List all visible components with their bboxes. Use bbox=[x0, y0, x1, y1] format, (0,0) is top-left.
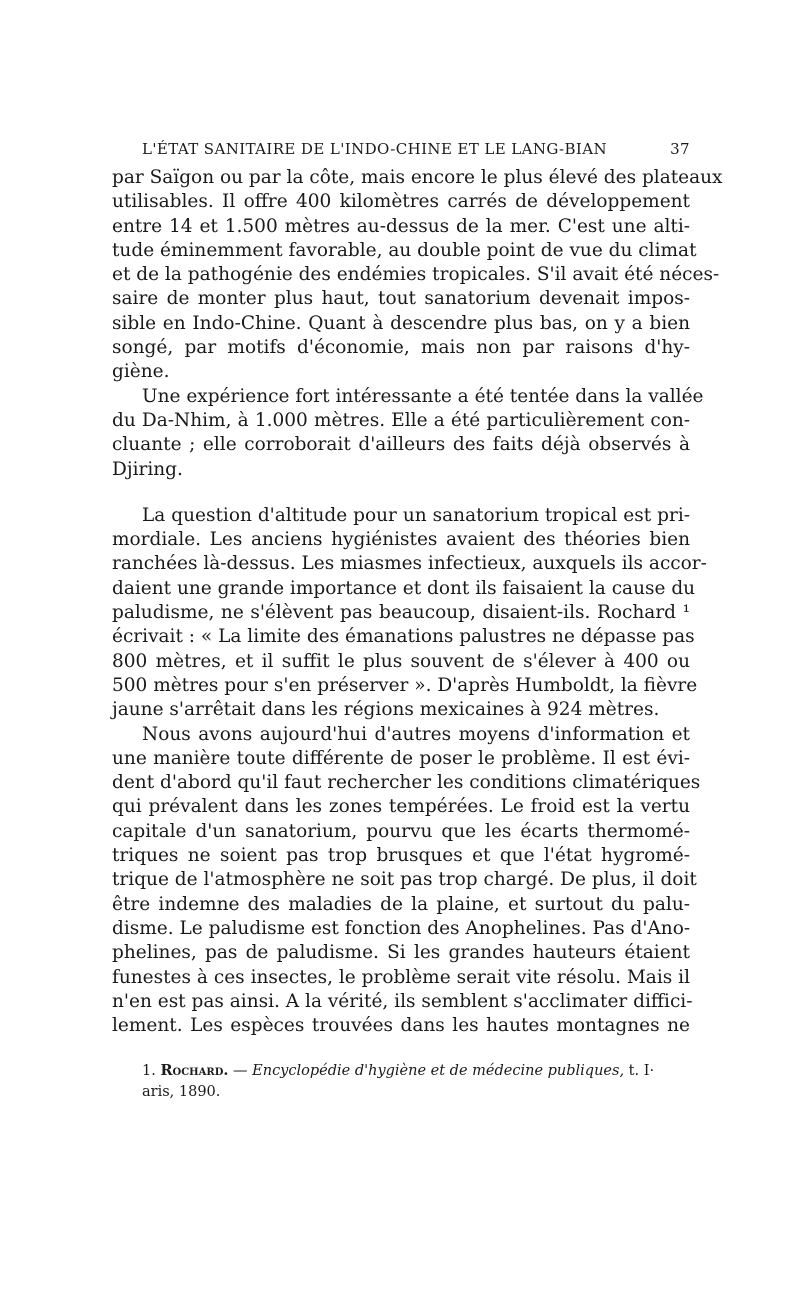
footnote-line bbox=[142, 1060, 690, 1082]
page-number: 37 bbox=[670, 140, 690, 158]
section-gap bbox=[112, 482, 690, 504]
footnote-dash: — bbox=[228, 1063, 253, 1080]
text-line: 800 mètres, et il suffit le plus souvent de s'élever à 400 ou bbox=[112, 650, 690, 672]
text-line: saire de monter plus haut, tout sanatorium devenait impos- bbox=[112, 288, 690, 310]
text-line: sible en Indo-Chine. Quant à descendre plus bas, on y a bien bbox=[112, 312, 690, 334]
text-line: dent d'abord qu'il faut rechercher les conditions climatériques bbox=[112, 772, 701, 794]
text-line: 500 mètres pour s'en préserver ». D'après Humboldt, la fièvre bbox=[112, 674, 698, 696]
text-line: disme. Le paludisme est fonction des Anophelines. Pas d'Ano- bbox=[112, 917, 691, 939]
text-line: songé, par motifs d'économie, mais non par raisons d'hy- bbox=[112, 337, 690, 359]
text-line: trique de l'atmosphère ne soit pas trop chargé. De plus, il doit bbox=[112, 869, 697, 891]
text-line: phelines, pas de paludisme. Si les grandes hauteurs étaient bbox=[112, 942, 690, 964]
text-line: Une expérience fort intéressante a été tentée dans la vallée bbox=[142, 385, 704, 407]
paragraph-1 bbox=[112, 166, 723, 385]
footnote-author: Rochard. bbox=[160, 1062, 229, 1080]
text-line: triques ne soient pas trop brusques et que l'état hygromé- bbox=[112, 845, 690, 867]
text-line: entre 14 et 1.500 mètres au-dessus de la mer. C'est une alti- bbox=[112, 215, 690, 237]
footnote-separator bbox=[112, 1038, 690, 1060]
text-line: paludisme, ne s'élèvent pas beaucoup, disaient-ils. Rochard ¹ bbox=[112, 602, 690, 624]
text-line: qui prévalent dans les zones tempérées. Le froid est la vertu bbox=[112, 796, 690, 818]
footnote-line: aris, 1890. bbox=[142, 1084, 221, 1101]
footnote bbox=[142, 1060, 690, 1103]
text-line: lement. Les espèces trouvées dans les hautes montagnes ne bbox=[112, 1015, 690, 1037]
paragraph-3 bbox=[112, 504, 707, 723]
book-page bbox=[112, 140, 723, 1103]
text-line: et de la pathogénie des endémies tropicales. S'il avait été néces- bbox=[112, 264, 720, 286]
text-line: giène. bbox=[112, 361, 170, 383]
text-line: par Saïgon ou par la côte, mais encore le plus élevé des plateaux bbox=[112, 167, 723, 188]
running-head bbox=[142, 140, 690, 158]
running-head-title: L'ÉTAT SANITAIRE DE L'INDO-CHINE ET LE LANG-BIAN bbox=[142, 140, 608, 158]
text-line: La question d'altitude pour un sanatorium tropical est pri- bbox=[142, 504, 690, 526]
paragraph-4 bbox=[112, 723, 701, 1039]
footnote-title: Encyclopédie d'hygiène et de médecine publiques, bbox=[252, 1063, 625, 1080]
text-line: une manière toute différente de poser le problème. Il est évi- bbox=[112, 747, 690, 769]
text-line: daient une grande importance et dont ils faisaient la cause du bbox=[112, 577, 696, 599]
text-line: être indemne des maladies de la plaine, et surtout du palu- bbox=[112, 893, 690, 915]
text-line: funestes à ces insectes, le problème serait vite résolu. Mais il bbox=[112, 966, 690, 988]
text-line: mordiale. Les anciens hygiénistes avaient des théories bien bbox=[112, 529, 690, 551]
text-line: utilisables. Il offre 400 kilomètres carrés de développement bbox=[112, 191, 690, 213]
paragraph-2 bbox=[112, 385, 704, 482]
text-line: écrivait : « La limite des émanations palustres ne dépasse pas bbox=[112, 626, 695, 648]
text-line: n'en est pas ainsi. A la vérité, ils semblent s'acclimater diffici- bbox=[112, 990, 693, 1012]
footnote-number: 1. bbox=[142, 1063, 156, 1080]
footnote-volume: t. I· bbox=[624, 1063, 655, 1080]
text-line: ranchées là-dessus. Les miasmes infectieux, auxquels ils accor- bbox=[112, 553, 707, 575]
text-line: Djiring. bbox=[112, 458, 183, 480]
text-line: tude éminemment favorable, au double point de vue du climat bbox=[112, 239, 697, 261]
text-line: du Da-Nhim, à 1.000 mètres. Elle a été particulièrement con- bbox=[112, 409, 690, 431]
text-line: cluante ; elle corroborait d'ailleurs des faits déjà observés à bbox=[112, 434, 690, 456]
text-line: jaune s'arrêtait dans les régions mexicaines à 924 mètres. bbox=[112, 699, 660, 721]
text-line: capitale d'un sanatorium, pourvu que les écarts thermomé- bbox=[112, 820, 690, 842]
text-line: Nous avons aujourd'hui d'autres moyens d'information et bbox=[142, 723, 690, 745]
